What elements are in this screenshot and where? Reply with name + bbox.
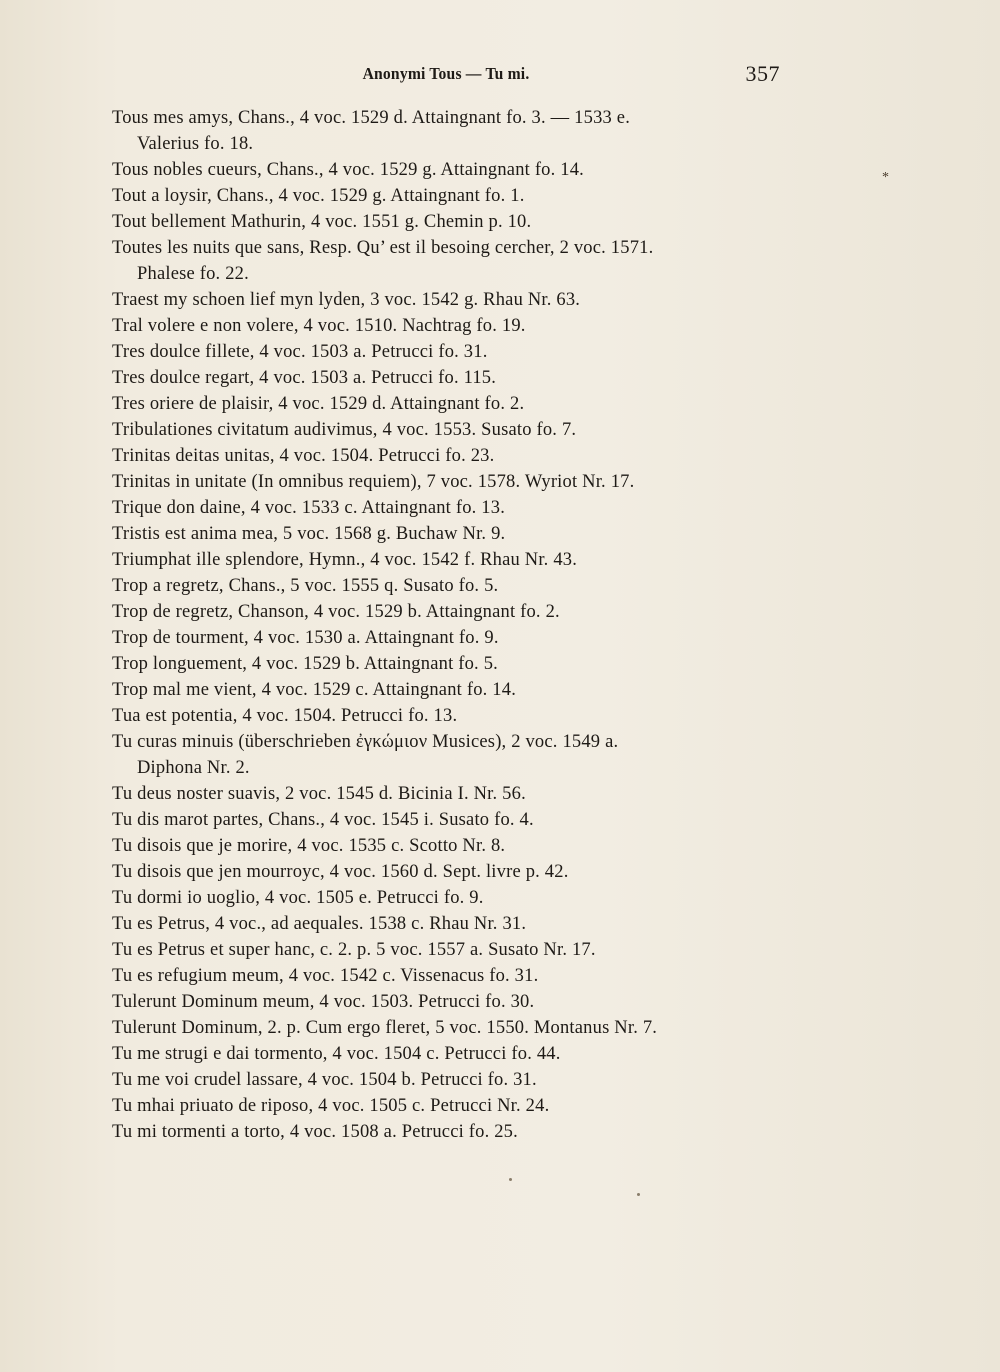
entry-continuation-line: Phalese fo. 22. (137, 264, 249, 284)
entry-line: Tulerunt Dominum, 2. p. Cum ergo fleret, 5 voc. 1550. Montanus Nr. 7. (112, 1018, 658, 1038)
entry-line: Trop de regretz, Chanson, 4 voc. 1529 b. Attaingnant fo. 2. (112, 602, 560, 622)
entry-line: Tulerunt Dominum meum, 4 voc. 1503. Petrucci fo. 30. (112, 992, 535, 1012)
entry-line: Trop a regretz, Chans., 5 voc. 1555 q. Susato fo. 5. (112, 576, 499, 596)
entry-line: Triumphat ille splendore, Hymn., 4 voc. 1542 f. Rhau Nr. 43. (112, 550, 578, 570)
entry-line: Trop longuement, 4 voc. 1529 b. Attaingnant fo. 5. (112, 654, 498, 674)
entry-line: Trinitas in unitate (In omnibus requiem), 7 voc. 1578. Wyriot Nr. 17. (112, 472, 635, 492)
entry-line: Trop de tourment, 4 voc. 1530 a. Attaingnant fo. 9. (112, 628, 499, 648)
entry-line: Tous nobles cueurs, Chans., 4 voc. 1529 g. Attaingnant fo. 14. (112, 160, 585, 180)
entry-line: Tu es refugium meum, 4 voc. 1542 c. Vissenacus fo. 31. (112, 966, 539, 986)
entry-line: Tu es Petrus et super hanc, c. 2. p. 5 voc. 1557 a. Susato Nr. 17. (112, 940, 596, 960)
entry-line: Tu dormi io uoglio, 4 voc. 1505 e. Petrucci fo. 9. (112, 888, 484, 908)
entry-line: Toutes les nuits que sans, Resp. Qu’ est il besoing cercher, 2 voc. 1571. (112, 238, 654, 258)
entry-line: Tu disois que jen mourroyc, 4 voc. 1560 d. Sept. livre p. 42. (112, 862, 569, 882)
entry-line: Tres oriere de plaisir, 4 voc. 1529 d. Attaingnant fo. 2. (112, 394, 525, 414)
entry-line: Tral volere e non volere, 4 voc. 1510. Nachtrag fo. 19. (112, 316, 526, 336)
entry-line: Tous mes amys, Chans., 4 voc. 1529 d. Attaingnant fo. 3. — 1533 e. (112, 108, 631, 128)
entry-line: Tu mi tormenti a torto, 4 voc. 1508 a. Petrucci fo. 25. (112, 1122, 518, 1142)
entry-continuation-line: Diphona Nr. 2. (137, 758, 250, 778)
entry-line: Traest my schoen lief myn lyden, 3 voc. 1542 g. Rhau Nr. 63. (112, 290, 581, 310)
entry-line: Tu curas minuis (überschrieben ἐγκώμιον Musices), 2 voc. 1549 a. (112, 732, 619, 752)
entry-continuation-line: Valerius fo. 18. (137, 134, 254, 154)
entry-line: Trinitas deitas unitas, 4 voc. 1504. Petrucci fo. 23. (112, 446, 495, 466)
page-number: 357 (745, 61, 780, 86)
entry-line: Tu deus noster suavis, 2 voc. 1545 d. Bicinia I. Nr. 56. (112, 784, 526, 804)
entry-line: Tu me strugi e dai tormento, 4 voc. 1504 c. Petrucci fo. 44. (112, 1044, 561, 1064)
paper-speck (509, 1178, 512, 1181)
entry-line: Tu me voi crudel lassare, 4 voc. 1504 b. Petrucci fo. 31. (112, 1070, 537, 1090)
entry-line: Tribulationes civitatum audivimus, 4 voc. 1553. Susato fo. 7. (112, 420, 577, 440)
entry-line: Tristis est anima mea, 5 voc. 1568 g. Buchaw Nr. 9. (112, 524, 506, 544)
entry-line: Tres doulce regart, 4 voc. 1503 a. Petrucci fo. 115. (112, 368, 497, 388)
entry-line: Tu disois que je morire, 4 voc. 1535 c. Scotto Nr. 8. (112, 836, 506, 856)
entry-line: Tu dis marot partes, Chans., 4 voc. 1545 i. Susato fo. 4. (112, 810, 534, 830)
margin-mark: * (882, 170, 889, 185)
entry-line: Tout bellement Mathurin, 4 voc. 1551 g. Chemin p. 10. (112, 212, 532, 232)
page-header (112, 61, 780, 90)
entry-line: Tu es Petrus, 4 voc., ad aequales. 1538 c. Rhau Nr. 31. (112, 914, 527, 934)
running-head: Anonymi Tous — Tu mi. (362, 64, 530, 83)
entry-line: Tu mhai priuato de riposo, 4 voc. 1505 c. Petrucci Nr. 24. (112, 1096, 550, 1116)
entry-line: Tres doulce fillete, 4 voc. 1503 a. Petrucci fo. 31. (112, 342, 488, 362)
entry-line: Tua est potentia, 4 voc. 1504. Petrucci fo. 13. (112, 706, 458, 726)
entry-line: Trique don daine, 4 voc. 1533 c. Attaingnant fo. 13. (112, 498, 506, 518)
entry-line: Trop mal me vient, 4 voc. 1529 c. Attaingnant fo. 14. (112, 680, 517, 700)
entry-line: Tout a loysir, Chans., 4 voc. 1529 g. Attaingnant fo. 1. (112, 186, 525, 206)
paper-speck (637, 1193, 640, 1196)
